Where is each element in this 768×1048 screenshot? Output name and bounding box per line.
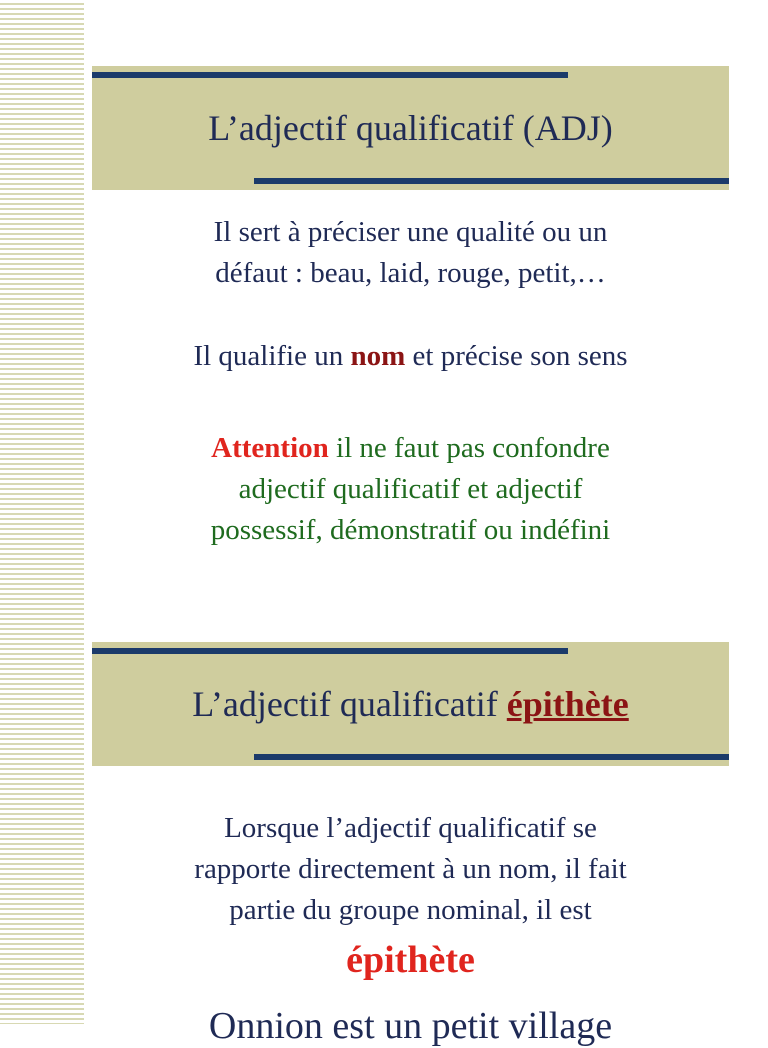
decorative-stripes bbox=[0, 0, 84, 1024]
qualifie-line bbox=[92, 336, 729, 377]
attention-text: il ne faut pas confondre bbox=[328, 432, 610, 464]
slide-title: L’adjectif qualificatif (ADJ) bbox=[208, 108, 613, 148]
slide-title bbox=[192, 683, 629, 725]
slide-title-prefix: L’adjectif qualificatif bbox=[192, 684, 507, 724]
qualifie-text: Il qualifie un bbox=[193, 340, 351, 372]
attention-label: Attention bbox=[211, 432, 329, 464]
attention-line: possessif, démonstratif ou indéfini bbox=[210, 514, 611, 546]
definition-paragraph bbox=[92, 212, 729, 294]
attention-line bbox=[92, 428, 729, 469]
epithete-line: rapporte directement à un nom, il fait bbox=[194, 853, 627, 885]
slide-adjectif-qualificatif bbox=[92, 0, 768, 620]
attention-line: adjectif qualificatif et adjectif bbox=[238, 473, 583, 505]
definition-line: Il sert à préciser une qualité ou un bbox=[213, 216, 608, 248]
title-bar-top bbox=[92, 72, 568, 78]
title-band bbox=[92, 642, 729, 766]
epithete-line: partie du groupe nominal, il est bbox=[229, 894, 592, 926]
nom-emphasis: nom bbox=[350, 340, 406, 372]
slide-title-accent: épithète bbox=[506, 684, 629, 724]
example-sentence-cut-off: Onnion est un petit village bbox=[208, 1005, 613, 1047]
epithete-paragraph bbox=[92, 808, 729, 931]
qualifie-paragraph bbox=[92, 336, 729, 377]
definition-line: défaut : beau, laid, rouge, petit,… bbox=[215, 257, 606, 289]
slide-epithete bbox=[92, 620, 768, 1047]
epithete-word: épithète bbox=[346, 939, 475, 981]
title-band bbox=[92, 66, 729, 190]
attention-paragraph bbox=[92, 428, 729, 551]
title-bar-top bbox=[92, 648, 568, 654]
title-bar-bottom bbox=[254, 178, 729, 184]
title-bar-bottom bbox=[254, 754, 729, 760]
epithete-line: Lorsque l’adjectif qualificatif se bbox=[224, 812, 597, 844]
qualifie-text-end: et précise son sens bbox=[405, 340, 628, 372]
